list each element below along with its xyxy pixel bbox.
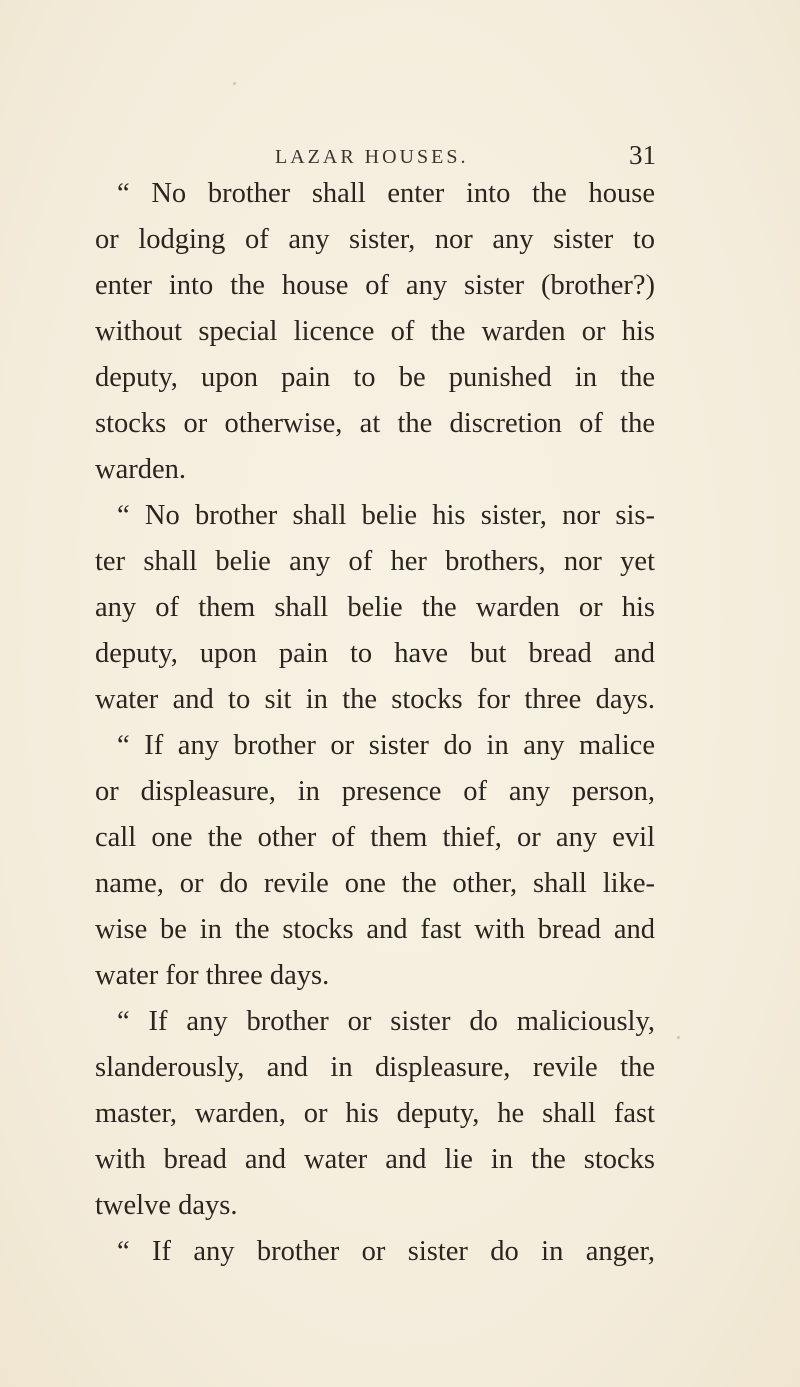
text-line: “ No brother shall enter into the house bbox=[117, 178, 655, 209]
text-line: “ No brother shall belie his sister, nor sis- bbox=[117, 500, 655, 531]
paragraph bbox=[95, 493, 655, 723]
text-line: twelve days. bbox=[95, 1190, 238, 1221]
text-line: or lodging of any sister, nor any sister to bbox=[95, 224, 655, 255]
text-line: deputy, upon pain to be punished in the bbox=[95, 362, 655, 393]
text-line: stocks or otherwise, at the discretion of the bbox=[95, 408, 655, 439]
text-line: name, or do revile one the other, shall like- bbox=[95, 868, 655, 899]
body-text bbox=[95, 171, 655, 1275]
paragraph bbox=[95, 723, 655, 999]
text-line: wise be in the stocks and fast with bread and bbox=[95, 914, 655, 945]
text-line: slanderously, and in displeasure, revile the bbox=[95, 1052, 655, 1083]
text-line: or displeasure, in presence of any person, bbox=[95, 776, 655, 807]
text-line: any of them shall belie the warden or his bbox=[95, 592, 655, 623]
text-line: enter into the house of any sister (brother?) bbox=[95, 270, 655, 301]
text-line: deputy, upon pain to have but bread and bbox=[95, 638, 655, 669]
text-line: water and to sit in the stocks for three days. bbox=[95, 684, 655, 715]
text-line: “ If any brother or sister do in anger, bbox=[117, 1236, 655, 1267]
text-line: water for three days. bbox=[95, 960, 330, 991]
text-line: call one the other of them thief, or any evil bbox=[95, 822, 655, 853]
paper-speck bbox=[233, 82, 236, 85]
text-line: “ If any brother or sister do in any malice bbox=[117, 730, 655, 761]
paragraph bbox=[95, 1229, 655, 1275]
paragraph bbox=[95, 171, 655, 493]
text-line: without special licence of the warden or his bbox=[95, 316, 655, 347]
text-line: ter shall belie any of her brothers, nor yet bbox=[95, 546, 655, 577]
paragraph bbox=[95, 999, 655, 1229]
text-line: master, warden, or his deputy, he shall fast bbox=[95, 1098, 655, 1129]
paper-speck bbox=[677, 1036, 680, 1039]
page-number: 31 bbox=[629, 140, 656, 170]
text-line: “ If any brother or sister do maliciously, bbox=[117, 1006, 655, 1037]
text-line: with bread and water and lie in the stocks bbox=[95, 1144, 655, 1175]
running-head: LAZAR HOUSES. bbox=[275, 146, 469, 168]
text-line: warden. bbox=[95, 454, 186, 485]
